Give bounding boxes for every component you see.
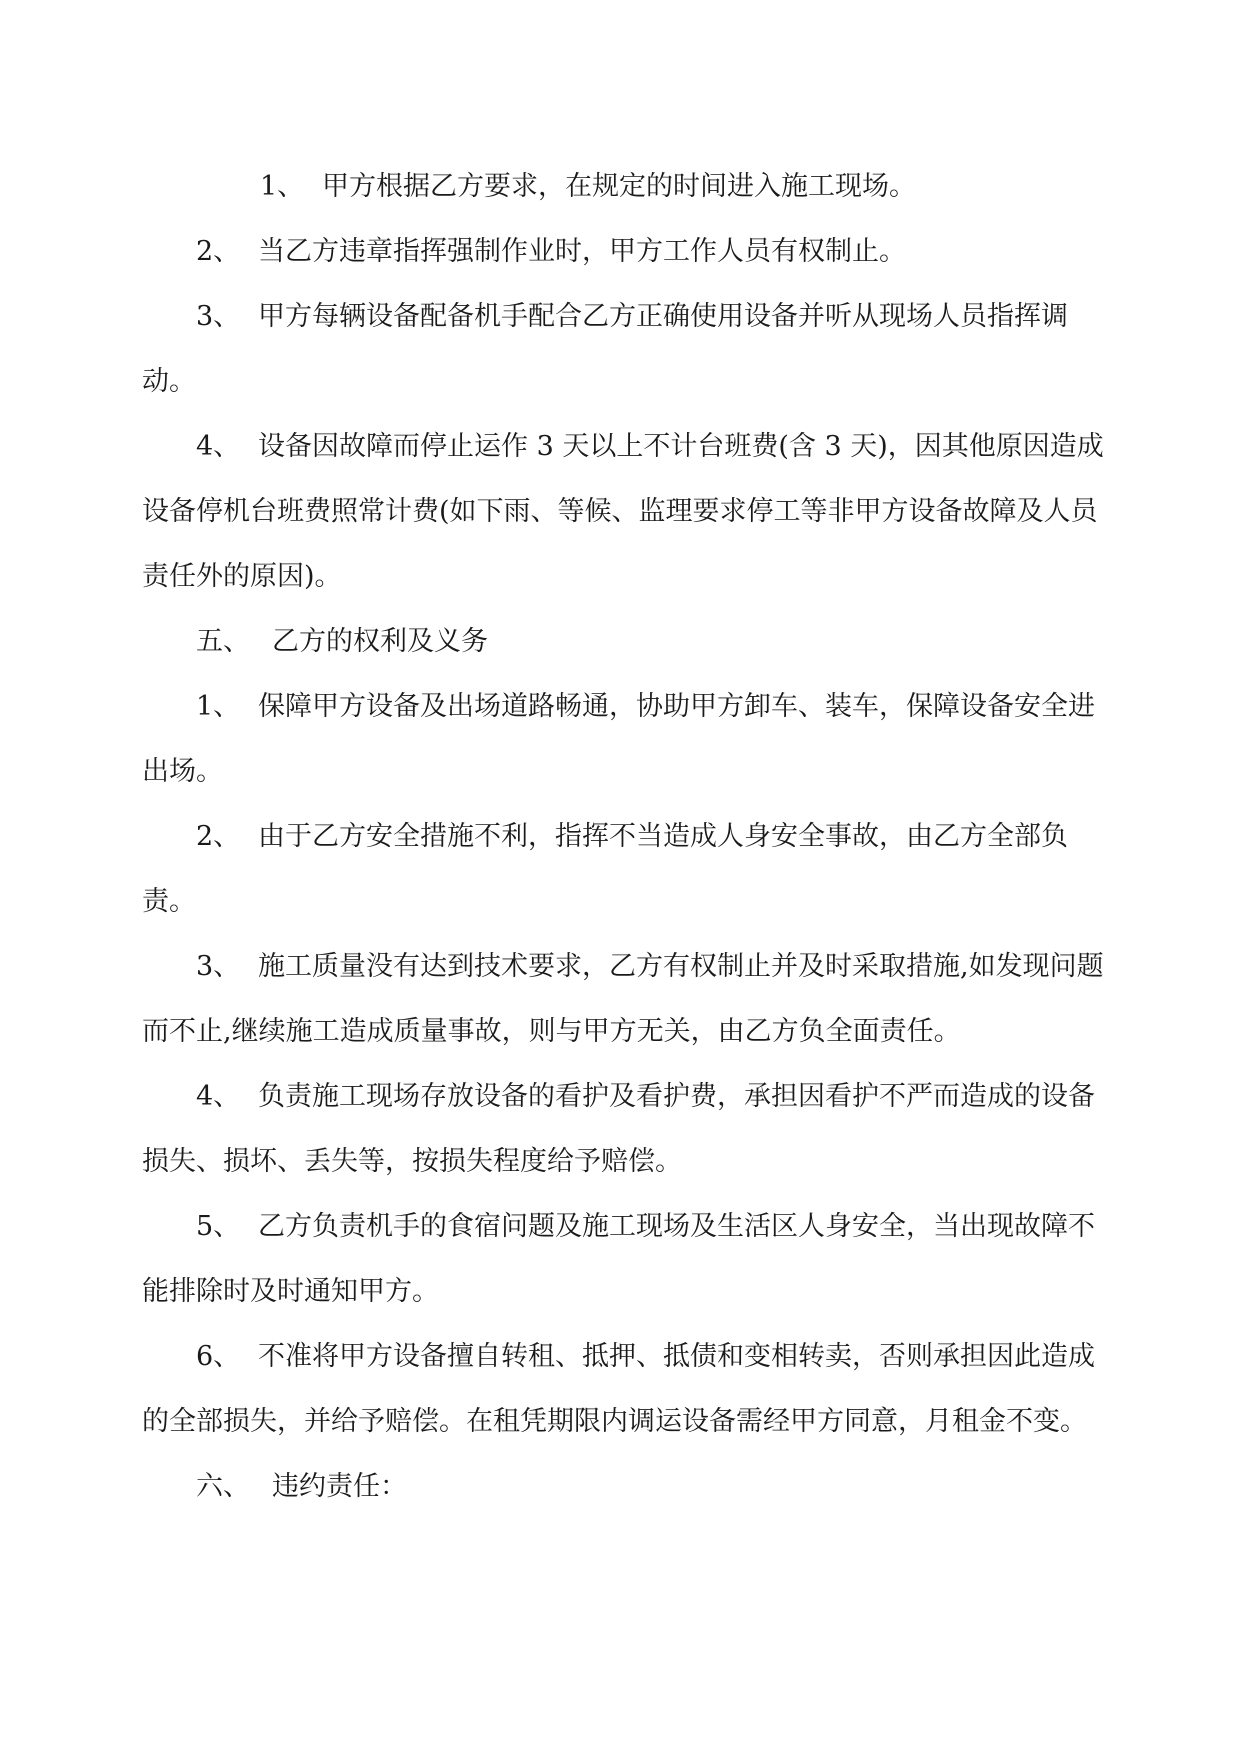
document-body — [142, 154, 1104, 1519]
clause-number: 6、 — [196, 1341, 241, 1372]
clause-b2 — [142, 804, 1104, 934]
clause-text: 当乙方违章指挥强制作业时，甲方工作人员有权制止。 — [258, 236, 906, 267]
clause-number: 2、 — [196, 236, 241, 267]
clause-number: 5、 — [196, 1211, 241, 1242]
section-number: 六、 — [196, 1471, 250, 1502]
section-number: 五、 — [196, 626, 250, 657]
clause-b5 — [142, 1194, 1104, 1324]
clause-number: 1、 — [260, 171, 305, 202]
clause-text: 负责施工现场存放设备的看护及看护费，承担因看护不严而造成的设备损失、损坏、丢失等，按损失程度给予赔偿。 — [142, 1081, 1095, 1177]
clause-text: 甲方每辆设备配备机手配合乙方正确使用设备并听从现场人员指挥调动。 — [142, 301, 1068, 397]
clause-number: 4、 — [196, 1081, 241, 1112]
clause-text: 不准将甲方设备擅自转租、抵押、抵债和变相转卖，否则承担因此造成的全部损失，并给予赔偿。在租凭期限内调运设备需经甲方同意，月租金不变。 — [142, 1341, 1095, 1437]
clause-text: 由于乙方安全措施不利，指挥不当造成人身安全事故，由乙方全部负责。 — [142, 821, 1068, 917]
clause-number: 4、 — [196, 431, 241, 462]
clause-a2 — [142, 219, 1104, 284]
clause-text: 设备因故障而停止运作 3 天以上不计台班费(含 3 天)，因其他原因造成设备停机台班费照常计费(如下雨、等候、监理要求停工等非甲方设备故障及人员责任外的原因)。 — [142, 431, 1104, 592]
clause-a4 — [142, 414, 1104, 609]
clause-b1 — [142, 674, 1104, 804]
clause-b4 — [142, 1064, 1104, 1194]
section-title: 违约责任： — [272, 1471, 407, 1502]
section-title: 乙方的权利及义务 — [272, 626, 488, 657]
clause-a3 — [142, 284, 1104, 414]
clause-text: 保障甲方设备及出场道路畅通，协助甲方卸车、装车，保障设备安全进出场。 — [142, 691, 1095, 787]
clause-number: 1、 — [196, 691, 241, 722]
clause-text: 施工质量没有达到技术要求，乙方有权制止并及时采取措施,如发现问题而不止,继续施工造成质量事故，则与甲方无关，由乙方负全面责任。 — [142, 951, 1104, 1047]
clause-number: 2、 — [196, 821, 241, 852]
clause-a1 — [142, 154, 1104, 219]
clause-b6 — [142, 1324, 1104, 1454]
clause-b3 — [142, 934, 1104, 1064]
clause-number: 3、 — [196, 951, 241, 982]
section-heading-five — [142, 609, 1104, 674]
clause-text: 甲方根据乙方要求，在规定的时间进入施工现场。 — [322, 171, 916, 202]
section-heading-six — [142, 1454, 1104, 1519]
clause-number: 3、 — [196, 301, 241, 332]
clause-text: 乙方负责机手的食宿问题及施工现场及生活区人身安全，当出现故障不能排除时及时通知甲方。 — [142, 1211, 1095, 1307]
